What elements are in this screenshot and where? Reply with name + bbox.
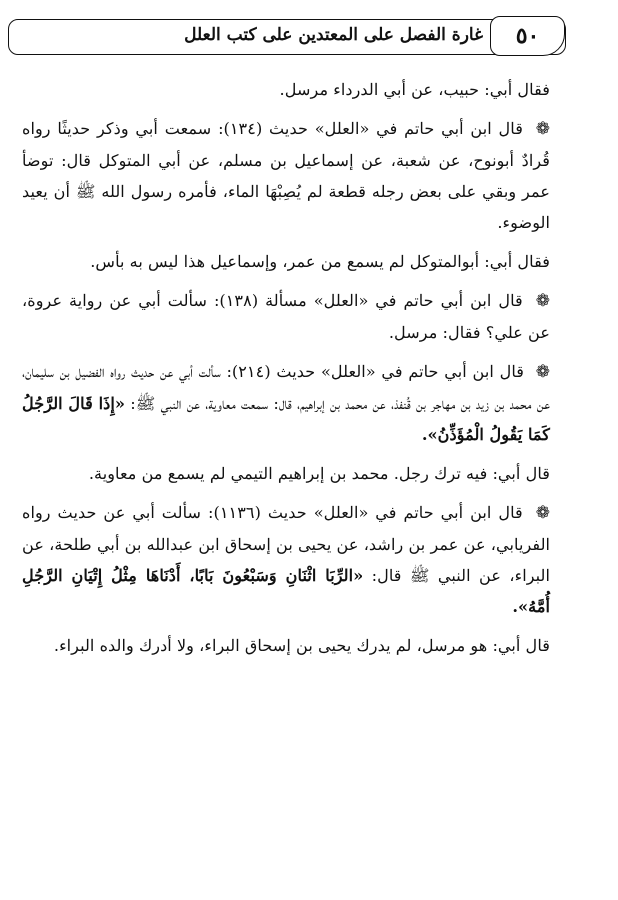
paragraph-text: قال أبي: هو مرسل، لم يدرك يحيى بن إسحاق البراء، ولا أدرك والده البراء. [53,636,550,655]
paragraph-text: فقال أبي: أبوالمتوكل لم يسمع من عمر، وإسماعيل هذا ليس به بأس. [90,252,550,271]
page-body [22,74,550,661]
running-header [8,19,566,55]
paragraph [22,285,550,348]
flower-bullet-icon: ❁ [535,291,550,311]
hadith-quote: «إِذَا قَالَ الرَّجُلُ كَمَا يَقُولُ الْمُؤَذِّنُ». [22,394,550,444]
paragraph [22,356,550,450]
flower-bullet-icon: ❁ [535,503,550,523]
page-number: ٥٠ [490,16,565,56]
paragraph [22,246,550,277]
header-title: غارة الفصل على المعتدين على كتب العلل [184,25,483,45]
paragraph-text: قال أبي: فيه ترك رجل. محمد بن إبراهيم التيمي لم يسمع من معاوية. [88,464,550,483]
flower-bullet-icon: ❁ [535,362,550,382]
paragraph-text: فقال أبي: حبيب، عن أبي الدرداء مرسل. [279,80,550,99]
hadith-quote: «الرِّبَا اثْنَانِ وَسَبْعُونَ بَابًا، أَدْنَاهَا مِثْلُ إِتْيَانِ الرَّجُلِ أُمَّهُ». [22,566,550,616]
paragraph [22,74,550,105]
paragraph [22,458,550,489]
flower-bullet-icon: ❁ [535,119,550,139]
paragraph-text: قال ابن أبي حاتم في «العلل» حديث (٢١٤): سألت أبي عن حديث رواه الفضيل بن سليمان، عن محمد بن زيد بن مهاجر بن قُنفذ، عن محمد بن إبراهيم، قال: سمعت معاوية، عن النبي ﷺ: [22,362,550,413]
paragraph-text: قال ابن أبي حاتم في «العلل» حديث (١٣٤): سمعت أبي وذكر حديثًا رواه قُرادٌ أبونوح، عن شعبة، عن إسماعيل بن مسلم، عن أبي المتوكل قال: توضأ عمر وبقي على بعض رجله قطعة لم يُصِبْهَا الماء، فأمره رسول الله ﷺ أن يعيد الوضوء. [22,119,550,232]
paragraph [22,630,550,661]
paragraph-text: قال ابن أبي حاتم في «العلل» حديث (١١٣٦): سألت أبي عن حديث رواه الفريابي، عن عمر بن راشد، عن يحيى بن إسحاق ابن عبدالله بن أبي طلحة، عن البراء، عن النبي ﷺ قال: [22,503,550,585]
paragraph [22,113,550,238]
paragraph-text: قال ابن أبي حاتم في «العلل» مسألة (١٣٨): سألت أبي عن رواية عروة، عن علي؟ فقال: مرسل. [22,291,550,342]
paragraph [22,497,550,622]
